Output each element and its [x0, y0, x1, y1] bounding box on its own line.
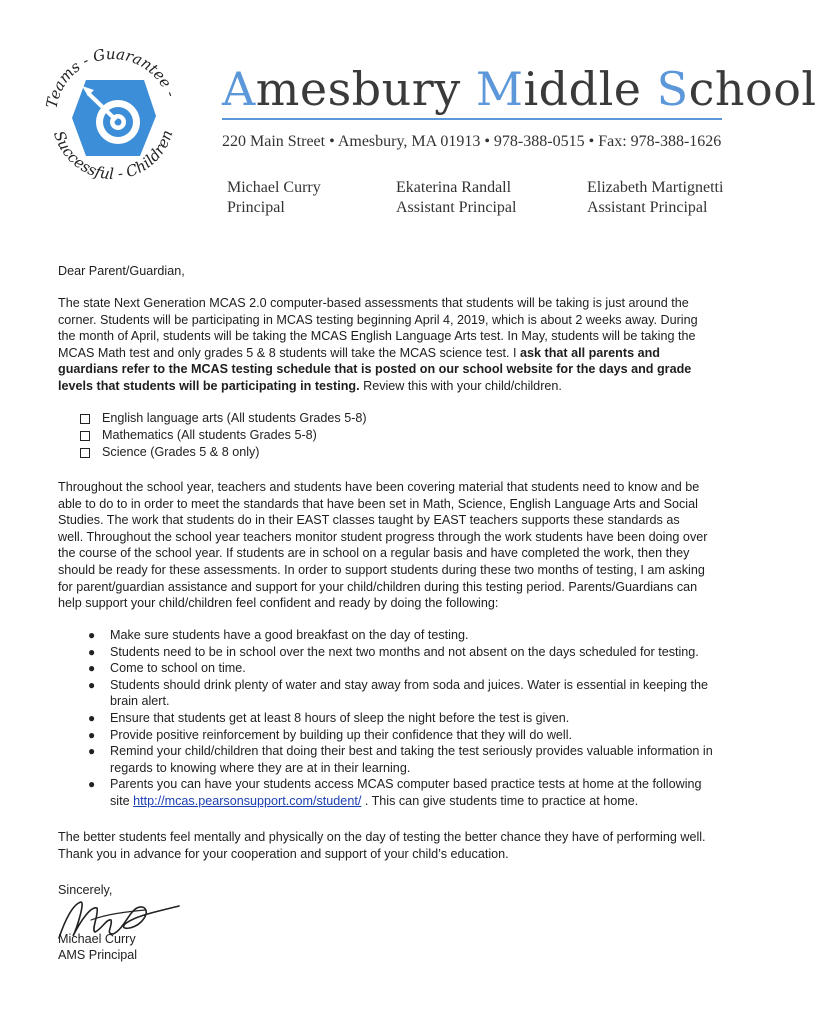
school-name-cap-s: S	[656, 62, 689, 116]
paragraph-1-tail: Review this with your child/children.	[359, 378, 562, 393]
salutation: Dear Parent/Guardian,	[58, 264, 185, 278]
practice-text-tail: . This can give students time to practice at home.	[361, 793, 639, 808]
bullet-icon: ●	[88, 677, 96, 692]
school-logo	[38, 38, 188, 188]
checklist-label: Mathematics (All students Grades 5-8)	[102, 428, 317, 442]
bullet-icon: ●	[88, 710, 96, 725]
checkbox-icon	[80, 448, 90, 458]
list-item	[88, 743, 713, 776]
school-name-part-1: mesbury	[255, 62, 461, 116]
signer-name: Michael Curry	[58, 932, 136, 946]
paragraph-1	[58, 295, 708, 395]
signer-title: AMS Principal	[58, 948, 138, 962]
closing: Sincerely,	[58, 883, 113, 897]
list-item-text: Remind your child/children that doing their best and taking the test seriously provides valuable information in regards to knowing where they are at in their learning.	[110, 744, 713, 775]
list-item	[88, 710, 713, 727]
list-item-text: Come to school on time.	[110, 661, 246, 676]
list-item	[88, 660, 713, 677]
list-item	[88, 644, 713, 661]
paragraph-3: The better students feel mentally and physically on the day of testing the better chance they have of performing well. Thank you in advance for your cooperation and support of your child’s education.	[58, 830, 706, 861]
checklist-item	[80, 410, 367, 427]
list-item-text: Students need to be in school over the next two months and not absent on the days scheduled for testing.	[110, 644, 699, 659]
bullet-icon: ●	[88, 644, 96, 659]
checklist-item	[80, 444, 367, 461]
staff-principal	[227, 178, 321, 218]
staff-title: Principal	[227, 199, 285, 216]
school-name-part-3: chool	[688, 62, 817, 116]
paragraph-1-text: The state Next Generation MCAS 2.0 computer-based assessments that students will be taking is just around the corner. Students will be participating in MCAS testing beginning April 4, 2019, which is about 2 weeks away. During the month of April, students will be taking the MCAS English Language Arts test. In May, students will be taking the MCAS Math test and only grades 5 & 8 students will take the MCAS science test. I	[58, 296, 698, 360]
bullet-icon: ●	[88, 628, 96, 642]
school-address: 220 Main Street • Amesbury, MA 01913 • 978-388-0515 • Fax: 978-388-1626	[222, 133, 722, 150]
school-name-cap-a: A	[222, 62, 256, 116]
practice-text: Parents you can have your students access MCAS computer based practice tests at home at the following site	[110, 777, 702, 808]
paragraph-2: Throughout the school year, teachers and students have been covering material that students need to know and be able to do to in order to meet the standards that have been set in Math, Science, English Language Arts and Social Studies. The work that students do in their EAST classes taught by EAST teachers supports these standards as well. Throughout the school year teachers monitor student progress through the work students have been doing over the course of the school year. If students are in school on a regular basis and have completed the work, then they should be ready for these assessments. In order to support students during these two months of testing, I am asking for parent/guardian assistance and support for your child/children during this testing period. Parents/Guardians can help support your child/children feel confident and ready by doing the following:	[58, 480, 708, 611]
checklist-label: English language arts (All students Grades 5-8)	[102, 411, 367, 425]
staff-assistant-principal-1	[396, 178, 516, 218]
staff-title: Assistant Principal	[587, 199, 708, 216]
list-item	[88, 727, 713, 744]
bullet-icon: ●	[88, 661, 96, 676]
school-name	[222, 62, 817, 116]
test-checklist	[80, 410, 367, 461]
staff-name: Elizabeth Martignetti	[587, 179, 724, 196]
list-item-text: Students should drink plenty of water and stay away from soda and juices. Water is essential in keeping the brain alert.	[110, 677, 709, 709]
list-item	[88, 677, 713, 710]
staff-title: Assistant Principal	[396, 199, 517, 216]
logo-top-text: Teams - Guarantee -	[42, 44, 181, 110]
checkbox-icon	[80, 431, 90, 441]
bullet-icon: ●	[88, 777, 96, 792]
school-name-part-2: iddle	[523, 62, 642, 116]
tips-list	[88, 627, 713, 810]
header-rule	[222, 118, 722, 120]
paragraph-1-bold: ask that all parents and guardians refer to the MCAS testing schedule that is posted on our school website for the days and grade levels that students will be participating in testing.	[58, 345, 692, 393]
list-item-text: Provide positive reinforcement by building up their confidence that they will do well.	[110, 727, 573, 742]
list-item	[88, 776, 713, 809]
list-item-text	[110, 776, 713, 809]
list-item-text: Ensure that students get at least 8 hours of sleep the night before the test is given.	[110, 710, 570, 725]
school-name-cap-m: M	[475, 62, 524, 116]
list-item	[88, 627, 713, 644]
list-item-text: Make sure students have a good breakfast on the day of testing.	[110, 628, 469, 642]
staff-name: Michael Curry	[227, 179, 321, 196]
staff-assistant-principal-2	[587, 178, 723, 218]
bullet-icon: ●	[88, 727, 96, 742]
checkbox-icon	[80, 414, 90, 424]
checklist-label: Science (Grades 5 & 8 only)	[102, 445, 260, 459]
practice-test-link[interactable]: http://mcas.pearsonsupport.com/student/	[133, 793, 362, 808]
logo-bottom-text: Successful - Children	[49, 127, 177, 184]
bullet-icon: ●	[88, 744, 96, 759]
staff-name: Ekaterina Randall	[396, 179, 512, 196]
checklist-item	[80, 427, 367, 444]
